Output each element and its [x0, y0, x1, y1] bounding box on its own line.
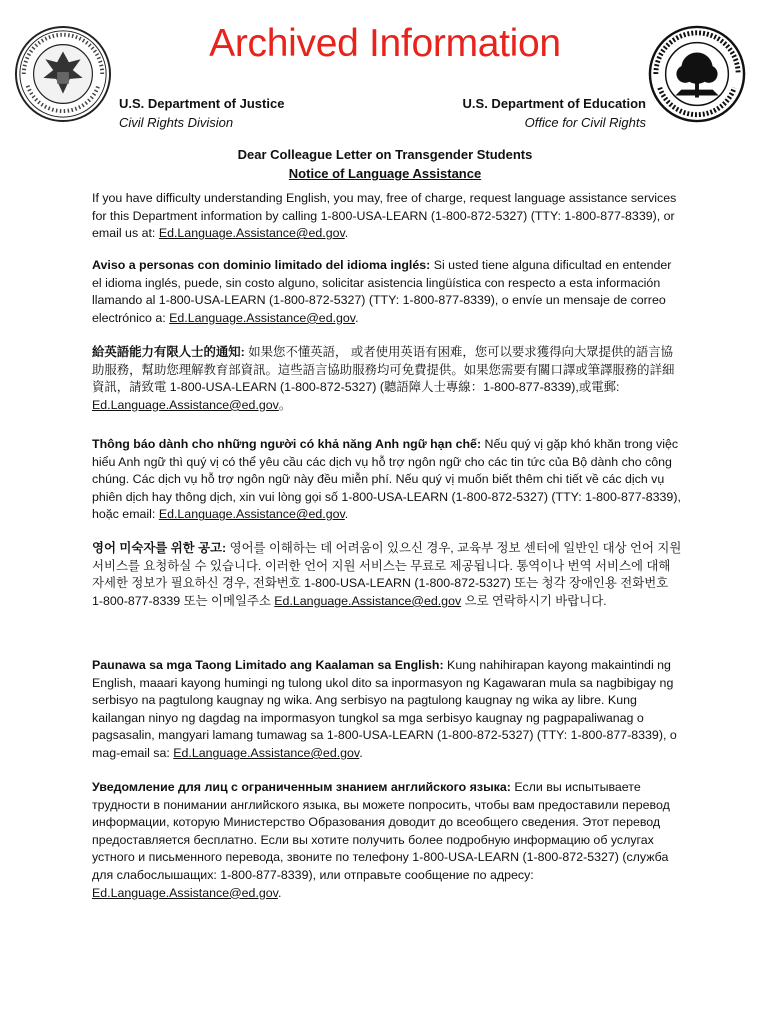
notice-russian [92, 779, 682, 902]
notice-spanish-body: Si usted tiene alguna dificultad en entender el idioma inglés, puede, sin costo alguno, solicitar asistencia lingüística con respecto a esta información llamando al 1-800-USA-LEARN (1-800-872-5327) (TTY: 1-800-877-8339), o envíe un mensaje de correo electrónico a: [92, 258, 672, 325]
letter-title: Dear Colleague Letter on Transgender Students [237, 147, 533, 162]
doj-seal [14, 25, 112, 123]
notice-vietnamese-lead: Thông báo dành cho những người có khả năng Anh ngữ hạn chế: [92, 437, 482, 451]
ed-name: U.S. Department of Education [462, 96, 646, 111]
notice-spanish [92, 257, 682, 327]
email-link-chinese[interactable]: Ed.Language.Assistance@ed.gov [92, 397, 279, 412]
notice-korean-tail: 으로 연락하시기 바랍니다. [461, 593, 607, 608]
notice-tagalog [92, 657, 682, 763]
notice-russian-body: Если вы испытываете трудности в понимании английского языка, вы можете попросить, чтобы вам предоставили перевод информации, которую Министерство Образования доводит до всеобщего сведения. Этот перевод предоставляется бесплатно. Если вы хотите получить более подробную информацию об услугах устного и письменного перевода, звоните по телефону 1-800-USA-LEARN (1-800-872-5327) (служба для слабослышащих: 1-800-877-8339), или отправьте сообщение по адресу: [92, 780, 670, 882]
doj-name: U.S. Department of Justice [119, 96, 285, 111]
notice-chinese-tail: 。 [278, 397, 292, 412]
notice-chinese [92, 344, 682, 414]
notice-english [92, 190, 682, 243]
email-link-english[interactable]: Ed.Language.Assistance@ed.gov [158, 226, 345, 241]
email-link-tagalog[interactable]: Ed.Language.Assistance@ed.gov [173, 745, 360, 760]
letter-subtitle: Notice of Language Assistance [288, 166, 482, 181]
email-link-korean[interactable]: Ed.Language.Assistance@ed.gov [274, 593, 462, 608]
education-seal [648, 25, 746, 123]
ed-division: Office for Civil Rights [524, 115, 646, 130]
notice-chinese-lead: 給英語能力有限人士的通知: [92, 345, 245, 359]
doj-division: Civil Rights Division [119, 115, 234, 130]
email-link-spanish[interactable]: Ed.Language.Assistance@ed.gov [169, 310, 356, 325]
doj-header [119, 94, 284, 132]
email-link-russian[interactable]: Ed.Language.Assistance@ed.gov [92, 885, 278, 900]
notice-spanish-tail: . [355, 310, 359, 325]
notice-vietnamese-body: Nếu quý vị gặp khó khăn trong việc hiểu Anh ngữ thì quý vị có thể yêu cầu các dịch vụ hỗ trợ ngôn ngữ cho các tin tức của Bộ dành cho công chúng. Các dịch vụ hỗ trợ ngôn ngữ này đều miễn phí. Nếu quý vị muốn biết thêm chi tiết về các dịch vụ phiên dịch hay thông dịch, xin vui lòng gọi số 1-800-USA-LEARN (1-800-872-5327) (TTY: 1-800-877-8339), hoặc email: [92, 437, 681, 522]
notice-korean [92, 540, 682, 610]
notice-tagalog-lead: Paunawa sa mga Taong Limitado ang Kaalaman sa English: [92, 658, 444, 672]
archived-banner: Archived Information [209, 22, 561, 65]
ed-header [463, 94, 646, 132]
notice-spanish-lead: Aviso a personas con dominio limitado del idioma inglés: [92, 258, 431, 272]
notice-english-tail: . [344, 226, 349, 241]
email-link-vietnamese[interactable]: Ed.Language.Assistance@ed.gov [158, 507, 345, 522]
notice-chinese-body: 如果您不懂英語， 或者使用英语有困难，您可以要求獲得向大眾提供的語言協助服務，幫助您理解教育部資訊。這些語言協助服務均可免費提供。如果您需要有關口譯或筆譯服務的詳細資訊，請致電 1-800-USA-LEARN (1-800-872-5327) (聽語障人士專線：1-800-877-8339),或電郵: [92, 345, 675, 395]
notice-korean-lead: 영어 미숙자를 위한 공고: [92, 541, 227, 555]
notice-tagalog-tail: . [359, 745, 363, 760]
notice-korean-body: 영어를 이해하는 데 어려움이 있으신 경우, 교육부 정보 센터에 일반인 대상 언어 지원 서비스를 요청하실 수 있습니다. 이러한 언어 지원 서비스는 무료로 제공됩니다. 통역이나 번역 서비스에 대해 자세한 정보가 필요하신 경우, 전화번호 1-800-USA-LEARN (1-800-872-5327) 또는 청각 장애인용 전화번호 1-800-877-8339 또는 이메일주소 [92, 541, 682, 608]
notice-vietnamese-tail: . [344, 507, 349, 522]
notice-tagalog-body: Kung nahihirapan kayong makaintindi ng English, maaari kayong humingi ng tulong ukol dito sa inpormasyon ng Kagawaran mula sa nagbibigay ng serbisyo na pagtulong kaugnay ng wika. Ang serbisyo na pagtulong kaugnay ng wika ay libre. Kung kailangan ninyo ng dagdag na impormasyon tungkol sa mga serbisyo kaugnay ng pagpapaliwanag o pagsasalin, mangyari lamang tumawag sa 1-800-USA-LEARN (1-800-872-5327) (TTY: 1-800-877-8339), o mag-email sa: [92, 658, 677, 760]
notice-vietnamese [92, 436, 682, 524]
notice-english-body: If you have difficulty understanding English, you may, free of charge, request language assistance services for this Department information by calling 1-800-USA-LEARN (1-800-872-5327) (TTY: 1-800-877-8339), or email us at: [92, 191, 677, 241]
notice-russian-lead: Уведомление для лиц с ограниченным знанием английского языка: [92, 780, 511, 794]
notice-russian-tail: . [277, 885, 282, 900]
